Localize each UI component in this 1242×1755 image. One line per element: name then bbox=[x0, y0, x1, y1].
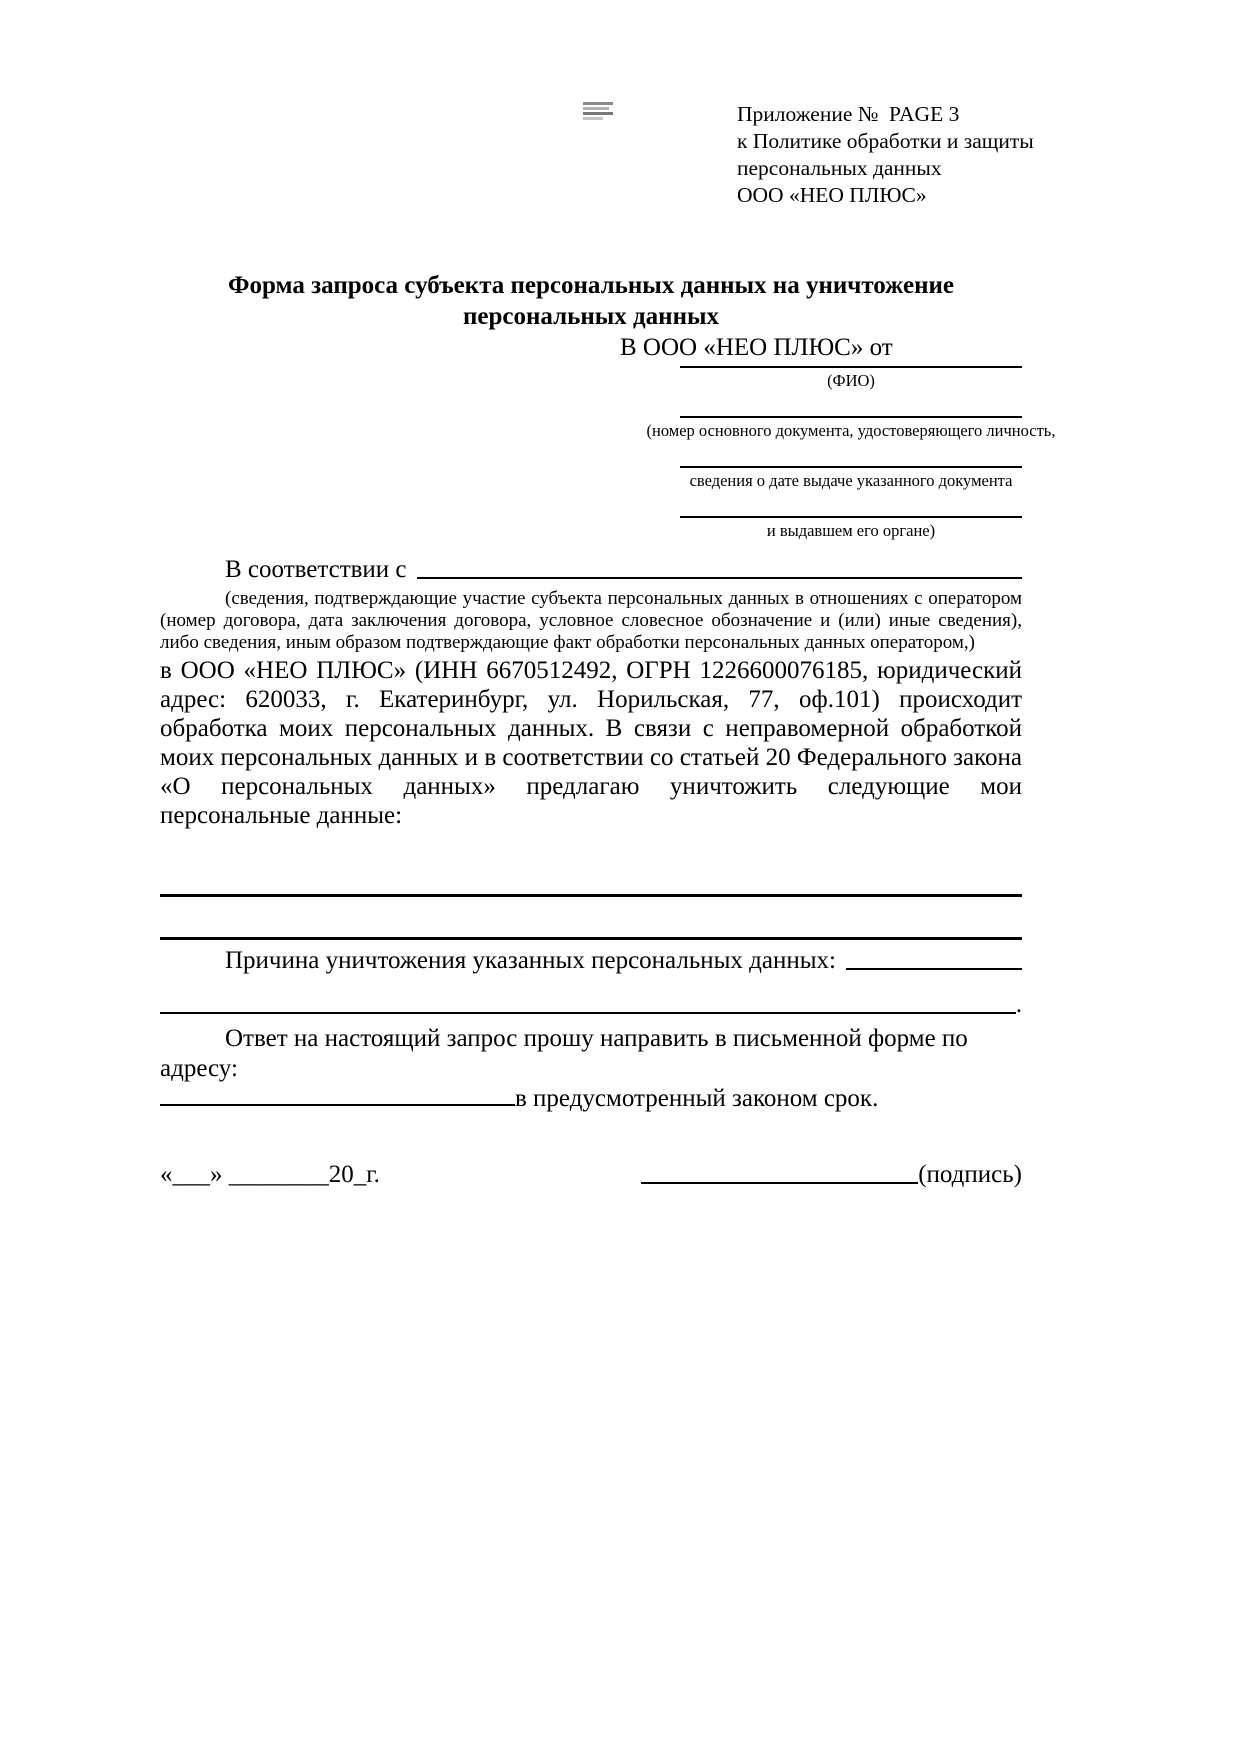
doc-issuer-blank-line bbox=[680, 516, 1022, 518]
reason-continuation-row bbox=[160, 990, 1022, 1020]
line-end-period: . bbox=[1015, 991, 1022, 1018]
fio-blank-line bbox=[680, 366, 1022, 368]
date-blank-text: «___» ________20_г. bbox=[160, 1161, 380, 1188]
company-name-line: ООО «НЕО ПЛЮС» bbox=[737, 183, 927, 207]
doc-issuer-caption: и выдавшем его органе) bbox=[766, 521, 936, 540]
addressee-line: В ООО «НЕО ПЛЮС» от bbox=[620, 334, 893, 361]
recipient-fields bbox=[646, 366, 1056, 541]
signature-caption: (подпись) bbox=[918, 1161, 1022, 1188]
accordance-explanation: (сведения, подтверждающие участие субъекта персональных данных в отношениях с оператором (номер договора, дата заключения договора, условное словесное обозначение и (или) иные сведения), либо сведения, иным образом подтверждающие факт обработки персональных данных оператором,) bbox=[160, 588, 1022, 653]
signature-blank-line bbox=[641, 1182, 918, 1184]
accordance-label: В соответствии с bbox=[225, 556, 407, 583]
reason-row bbox=[160, 946, 1022, 976]
appendix-header bbox=[737, 101, 1034, 209]
doc-number-blank-line bbox=[680, 416, 1022, 418]
address-blank-line bbox=[160, 1104, 515, 1106]
title-line-1: Форма запроса субъекта персональных данных на уничтожение bbox=[228, 272, 954, 299]
fio-caption: (ФИО) bbox=[827, 371, 875, 390]
striped-image-artifact-icon bbox=[583, 102, 613, 123]
title-line-2: персональных данных bbox=[462, 303, 720, 330]
response-request-line: Ответ на настоящий запрос прошу направить в письменной форме по адресу: bbox=[160, 1025, 968, 1082]
signature-block bbox=[641, 1160, 1022, 1190]
doc-issue-date-blank-line bbox=[680, 466, 1022, 468]
response-address-row bbox=[160, 1084, 1022, 1114]
appendix-number-line: Приложение № PAGE 3 bbox=[737, 102, 960, 126]
page-title bbox=[160, 270, 1022, 332]
date-signature-row bbox=[160, 1160, 1022, 1190]
reason-blank-line bbox=[846, 968, 1022, 970]
response-term-text: в предусмотренный законом срок. bbox=[515, 1085, 879, 1112]
policy-line-2: персональных данных bbox=[737, 156, 942, 180]
reason-blank-line-2 bbox=[160, 1012, 1016, 1014]
reason-label: Причина уничтожения указанных персональных данных: bbox=[225, 947, 836, 974]
accordance-row bbox=[160, 555, 1022, 585]
main-paragraph: в ООО «НЕО ПЛЮС» (ИНН 6670512492, ОГРН 1226600076185, юридический адрес: 620033, г. Екатеринбург, ул. Норильская, 77, оф.101) происходит обработка моих персональных данных. В связи с неправомерной обработкой моих персональных данных и в соответствии со статьей 20 Федерального закона «О персональных данных» предлагаю уничтожить следующие мои персональные данные: bbox=[160, 657, 1022, 829]
data-blank-line-1 bbox=[160, 894, 1022, 897]
data-blank-line-2 bbox=[160, 937, 1022, 940]
policy-line-1: к Политике обработки и защиты bbox=[737, 129, 1034, 153]
doc-issue-date-caption: сведения о дате выдаче указанного документа bbox=[689, 471, 1013, 490]
accordance-blank-line bbox=[417, 577, 1022, 579]
doc-number-caption: (номер основного документа, удостоверяющего личность, bbox=[646, 421, 1056, 440]
